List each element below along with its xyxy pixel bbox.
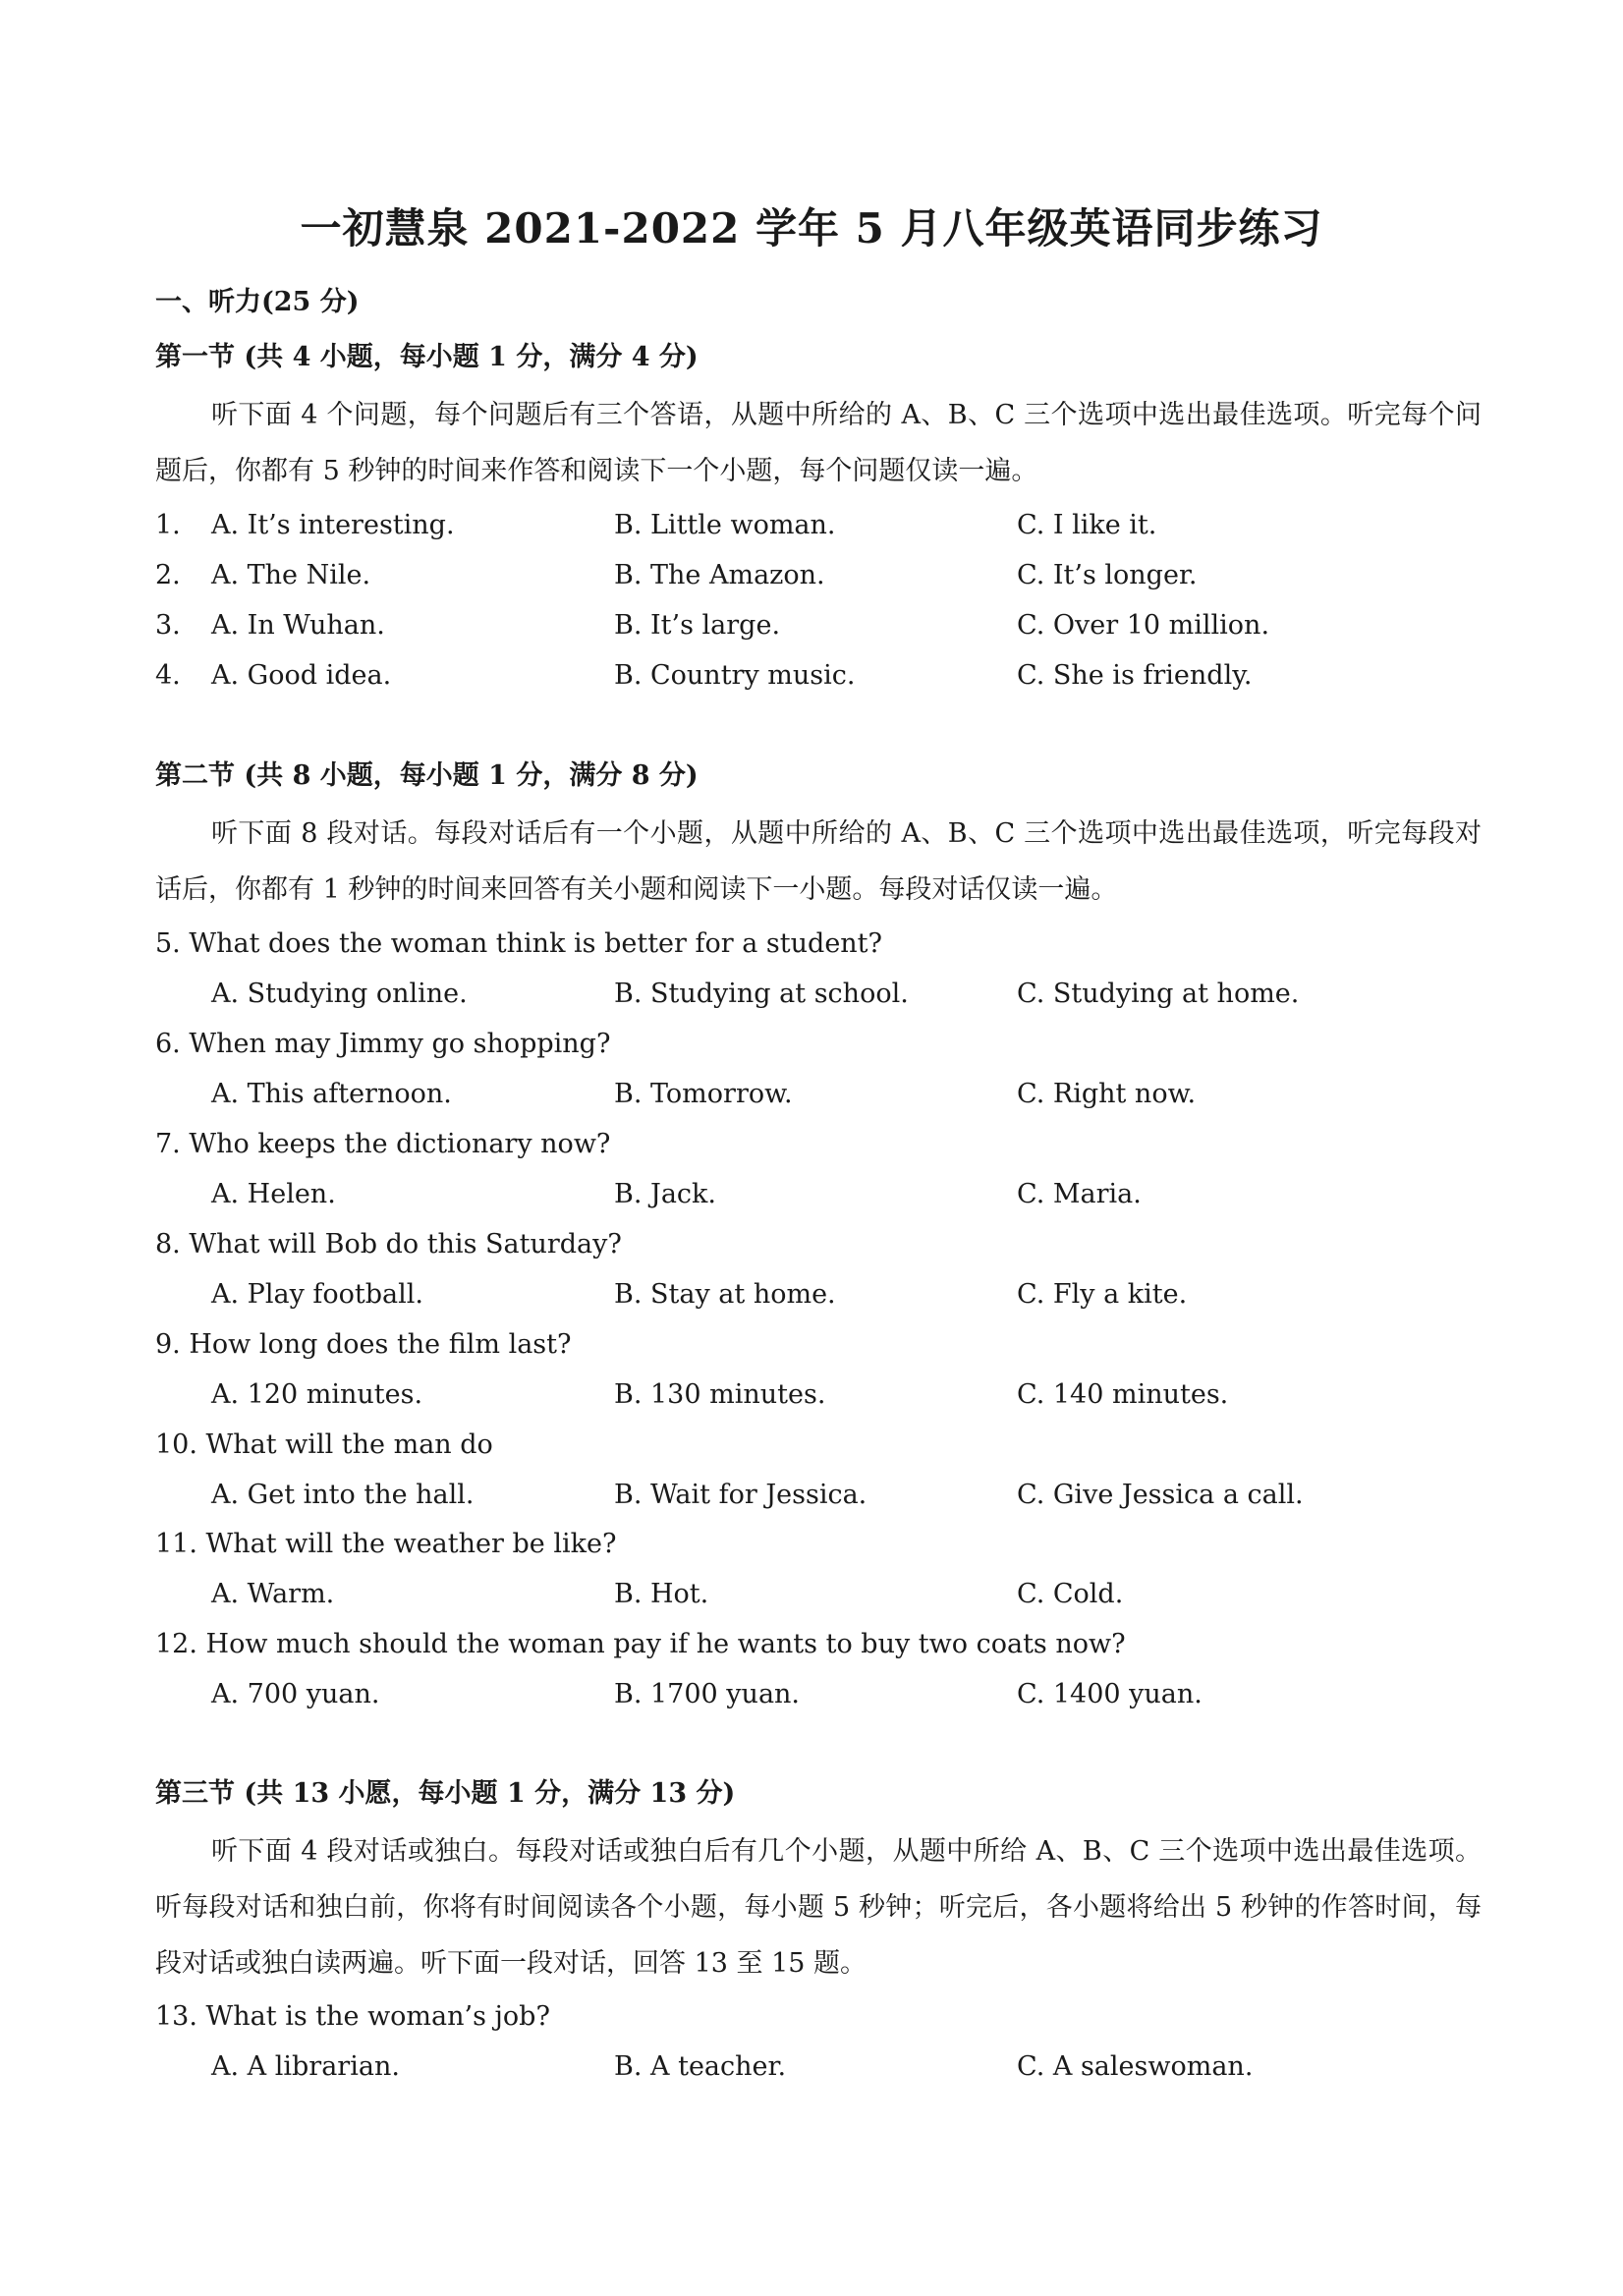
option-b: B. Hot.: [614, 1579, 709, 1609]
section3-instructions: 听下面 4 段对话或独白。每段对话或独白后有几个小题，从题中所给 A、B、C 三个选项中选出最佳选项。听每段对话和独白前，你将有时间阅读各个小题，每小题 5 秒钟；听完后，各小题将给出 5 秒钟的作答时间，每段对话或独白读两遍。听下面一段对话，回答 13 至 15 题。: [155, 1836, 1482, 1979]
option-b: B. 130 minutes.: [614, 1379, 826, 1410]
question-options: [0, 1678, 1623, 1711]
option-b: B. Jack.: [614, 1179, 716, 1209]
option-c: C. I like it.: [1017, 510, 1157, 540]
option-a: A. It’s interesting.: [211, 510, 455, 540]
option-a: A. Play football.: [211, 1279, 423, 1310]
option-a: A. Get into the hall.: [211, 1480, 475, 1510]
option-a: A. In Wuhan.: [211, 610, 385, 641]
option-c: C. A saleswoman.: [1017, 2051, 1254, 2082]
option-b: B. Wait for Jessica.: [614, 1480, 867, 1510]
question-options: [0, 1078, 1623, 1111]
option-b: B. Stay at home.: [614, 1279, 836, 1310]
section1-instructions: 听下面 4 个问题，每个问题后有三个答语，从题中所给的 A、B、C 三个选项中选出最佳选项。听完每个问题后，你都有 5 秒钟的时间来作答和阅读下一个小题，每个问题仅读一遍。: [155, 400, 1482, 486]
option-c: C. Give Jessica a call.: [1017, 1480, 1304, 1510]
option-b: B. Little woman.: [614, 510, 836, 540]
question-text: 13. What is the woman’s job?: [155, 2001, 550, 2032]
option-b: B. Country music.: [614, 660, 856, 691]
option-b: B. 1700 yuan.: [614, 1679, 801, 1709]
section1-item: [0, 609, 1623, 643]
option-c: C. She is friendly.: [1017, 660, 1253, 691]
part1-heading: 一、听力(25 分): [155, 287, 360, 317]
option-c: C. Fly a kite.: [1017, 1279, 1188, 1310]
option-b: B. The Amazon.: [614, 560, 825, 590]
page-title: 一初慧泉 2021-2022 学年 5 月八年级英语同步练习: [300, 204, 1323, 252]
question-text: 10. What will the man do: [155, 1429, 493, 1460]
section2-instructions: 听下面 8 段对话。每段对话后有一个小题，从题中所给的 A、B、C 三个选项中选出最佳选项，听完每段对话后，你都有 1 秒钟的时间来回答有关小题和阅读下一小题。每段对话仅读一遍。: [155, 818, 1482, 905]
section2-heading: 第二节 (共 8 小题，每小题 1 分，满分 8 分): [155, 760, 699, 791]
question-text: 5. What does the woman think is better for a student?: [155, 928, 883, 959]
option-b: B. A teacher.: [614, 2051, 787, 2082]
option-b: B. Tomorrow.: [614, 1079, 793, 1109]
option-a: A. Helen.: [211, 1179, 336, 1209]
section3-heading: 第三节 (共 13 小愿，每小题 1 分，满分 13 分): [155, 1778, 736, 1809]
option-c: C. Over 10 million.: [1017, 610, 1270, 641]
option-c: C. Studying at home.: [1017, 979, 1300, 1009]
question-text: 9. How long does the film last?: [155, 1329, 572, 1360]
option-a: A. The Nile.: [211, 560, 371, 590]
option-a: A. Good idea.: [211, 660, 392, 691]
question-options: [0, 1578, 1623, 1611]
section1-item: [0, 659, 1623, 693]
question-options: [0, 978, 1623, 1011]
question-options: [0, 1178, 1623, 1211]
section1-heading: 第一节 (共 4 小题，每小题 1 分，满分 4 分): [155, 342, 699, 372]
option-a: A. 700 yuan.: [211, 1679, 380, 1709]
item-number: 1.: [155, 510, 181, 540]
option-c: C. Right now.: [1017, 1079, 1197, 1109]
option-b: B. Studying at school.: [614, 979, 909, 1009]
question-options: [0, 1479, 1623, 1512]
option-c: C. 1400 yuan.: [1017, 1679, 1203, 1709]
item-number: 2.: [155, 560, 181, 590]
option-a: A. Warm.: [211, 1579, 335, 1609]
item-number: 3.: [155, 610, 181, 641]
question-text: 7. Who keeps the dictionary now?: [155, 1129, 611, 1159]
question-text: 6. When may Jimmy go shopping?: [155, 1029, 611, 1059]
option-a: A. This afternoon.: [211, 1079, 452, 1109]
question-text: 11. What will the weather be like?: [155, 1529, 617, 1559]
item-number: 4.: [155, 660, 181, 691]
question-options: [0, 1278, 1623, 1312]
option-c: C. It’s longer.: [1017, 560, 1198, 590]
section1-item: [0, 559, 1623, 592]
section1-item: [0, 509, 1623, 542]
question-text: 8. What will Bob do this Saturday?: [155, 1229, 622, 1260]
option-a: A. A librarian.: [211, 2051, 400, 2082]
option-c: C. Cold.: [1017, 1579, 1124, 1609]
option-a: A. Studying online.: [211, 979, 468, 1009]
question-options: [0, 2050, 1623, 2084]
option-c: C. 140 minutes.: [1017, 1379, 1229, 1410]
question-options: [0, 1378, 1623, 1412]
option-a: A. 120 minutes.: [211, 1379, 423, 1410]
option-c: C. Maria.: [1017, 1179, 1142, 1209]
question-text: 12. How much should the woman pay if he wants to buy two coats now?: [155, 1629, 1126, 1659]
option-b: B. It’s large.: [614, 610, 781, 641]
